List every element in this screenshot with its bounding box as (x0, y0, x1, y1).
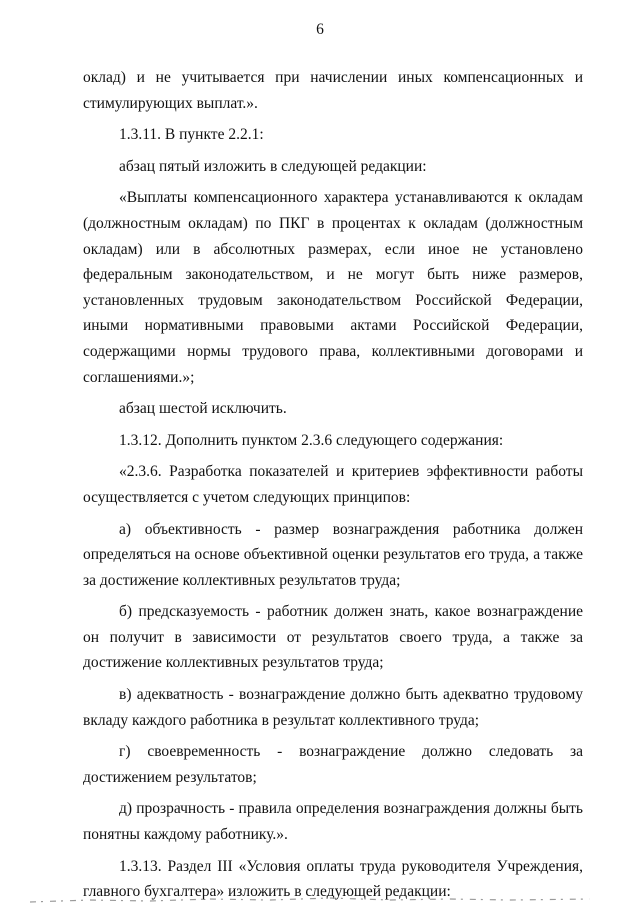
paragraph-1-3-12: 1.3.12. Дополнить пунктом 2.3.6 следующего содержания: (119, 431, 504, 449)
paragraph-compensation-payments-quote: «Выплаты компенсационного характера устанавливаются к окладам (должностным окладам) по ПКГ в процентах к окладам (должностным окладам) или в абсолютных размерах, если иное не установлено федеральным законодательством, и не могут быть ниже размеров, установленных трудовым законодательством Российской Федерации, иными нормативными правовыми актами Российской Федерации, содержащими нормы трудового права, коллективными договорами и соглашениями.»; (83, 189, 583, 386)
list-item-d-transparency: д) прозрачность - правила определения вознаграждения должны быть понятны каждому работнику.». (83, 800, 583, 844)
list-item-g-timeliness: г) своевременность - вознаграждение должно следовать за достижением результатов; (83, 743, 583, 786)
paragraph-fifth-abzac-instruction: абзац пятый изложить в следующей редакции: (119, 157, 427, 175)
paragraph-1-3-13: 1.3.13. Раздел III «Условия оплаты труда руководителя Учреждения, главного бухгалтера» изложить в следующей редакции: (83, 857, 583, 901)
page-number: 6 (316, 21, 324, 38)
list-item-b-predictability: б) предсказуемость - работник должен знать, какое вознаграждение он получит в зависимости от результатов своего труда, а также за достижение коллективных результатов труда; (83, 603, 583, 672)
list-item-v-adequacy: в) адекватность - вознаграждение должно быть адекватно трудовому вкладу каждого работника в результат коллективного труда; (83, 686, 583, 729)
scan-edge-artifact (30, 893, 590, 905)
paragraph-salary-continuation: оклад) и не учитывается при начислении иных компенсационных и стимулирующих выплат.». (83, 69, 583, 112)
paragraph-sixth-abzac-exclude: абзац шестой исключить. (119, 400, 287, 418)
list-item-a-objectivity: а) объективность - размер вознаграждения работника должен определяться на основе объективной оценки результатов его труда, а также за достижение коллективных результатов труда; (83, 520, 583, 589)
paragraph-2-3-6-intro: «2.3.6. Разработка показателей и критериев эффективности работы осуществляется с учетом следующих принципов: (83, 463, 583, 506)
document-body (83, 65, 583, 905)
paragraph-1-3-11: 1.3.11. В пункте 2.2.1: (119, 126, 264, 144)
